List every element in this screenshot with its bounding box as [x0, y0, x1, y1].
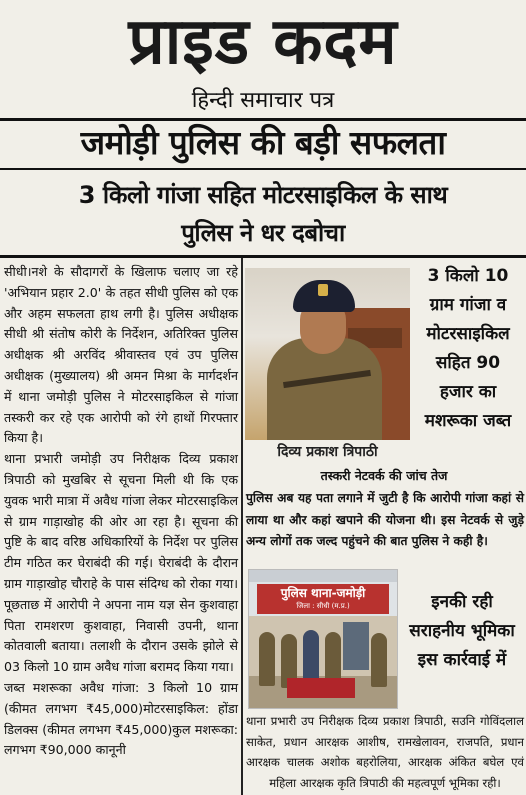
- police-station-photo: [248, 569, 398, 709]
- subhead-line-2: पुलिस ने धर दबोचा: [181, 219, 345, 247]
- masthead-subtitle: हिन्दी समाचार पत्र: [191, 88, 335, 113]
- article-paragraph: थाना प्रभारी जमोड़ी उप निरीक्षक दिव्य प्रकाश त्रिपाठी को मुखबिर से सूचना मिली थी कि एक युवक भारी मात्रा में अवैध गांजा लेकर मोटरसाइकिल से ग्राम गाड़ाखोह की ओर आ रहा है। सूचना की पुष्टि के बाद वरिष्ठ अधिकारियों के निर्देश पर पुलिस टीम गठित कर घेराबंदी की गई। घेराबंदी के दौरान ग्राम गाड़ाखोह चौराहे के पास संदिग्ध को रोका गया। पूछताछ में आरोपी ने अपना नाम यज्ञ सेन कुशवाहा पिता रामशरण कुशवाहा, निवासी उपनी, थाना कोतवाली बताया। तलाशी के दौरान उसके झोले से 03 किलो 10 ग्राम अवैध गांजा बरामद किया गया।: [4, 451, 238, 675]
- divider: [0, 168, 526, 170]
- highlight-line: 3 किलो 10: [427, 266, 509, 286]
- officer-figure: [318, 284, 328, 296]
- highlight-line: हजार का: [439, 382, 497, 402]
- article-paragraph: सीधी।नशे के सौदागरों के खिलाफ चलाए जा रहे 'अभियान प्रहार 2.0' के तहत सीधी पुलिस को एक और अहम सफलता हाथ लगी है। पुलिस अधीक्षक सीधी श्री संतोष कोरी के निर्देशन, अतिरिक्त पुलिस अधीक्षक श्री अरविंद श्रीवास्तव एवं उप पुलिस अधीक्षक (मुख्यालय) श्री अमन मिश्रा के मार्गदर्शन में थाना जमोड़ी पुलिस ने मोटरसाइकिल से गांजा तस्करी कर रहे एक आरोपी को रंगे हाथों गिरफ्तार किया है।: [4, 264, 238, 446]
- network-section-body: पुलिस अब यह पता लगाने में जुटी है कि आरोपी गांजा कहां से लाया था और कहां खपाने की योजना थी। इस नेटवर्क से जुड़े अन्य लोगों तक जल्द पहुंचने की बात पुलिस ने कही है।: [246, 491, 524, 548]
- praise-highlight: [400, 588, 524, 675]
- officer-photo: [245, 268, 410, 440]
- highlight-line: मशरूका जब्त: [424, 411, 512, 431]
- subhead-line-1: 3 किलो गांजा सहित मोटरसाइकिल के साथ: [78, 181, 448, 209]
- highlight-line: सहित 90: [435, 353, 501, 373]
- photo-background: [249, 570, 397, 582]
- highlight-line: मोटरसाइकिल: [426, 324, 510, 344]
- divider: [0, 255, 526, 258]
- officer-figure: [371, 633, 387, 687]
- masthead-title: प्राइड कदम: [128, 4, 398, 79]
- station-sign-subtitle: जिला : सीधी (म.प्र.): [296, 602, 350, 610]
- network-section-title: तस्करी नेटवर्क की जांच तेज: [320, 468, 448, 483]
- article-body: [4, 262, 238, 761]
- photo-background: [343, 622, 369, 670]
- column-divider: [241, 258, 243, 795]
- station-sign: [257, 584, 389, 614]
- photo-caption: दिव्य प्रकाश त्रिपाठी: [277, 444, 378, 460]
- praise-line: इस कार्रवाई में: [417, 650, 507, 670]
- accused-figure: [303, 630, 319, 684]
- article-paragraph: जब्त मशरूका अवैध गांजा: 3 किलो 10 ग्राम (कीमत लगभग ₹45,000)मोटरसाइकिल: होंडा डिलक्स (कीमत लगभग ₹45,000)कुल मशरूका: लगभग ₹90,000 कानूनी: [4, 679, 238, 758]
- seizure-highlight: [414, 262, 522, 436]
- headline: जमोड़ी पुलिस की बड़ी सफलता: [80, 123, 446, 162]
- team-credits: थाना प्रभारी उप निरीक्षक दिव्य प्रकाश त्रिपाठी, सउनि गोविंदलाल साकेत, प्रधान आरक्षक आशीष, रामखेलावन, राजपति, प्रधान आरक्षक चालक अशोक बहरोलिया, आरक्षक अंकित बघेल एवं महिला आरक्षक कृति त्रिपाठी की महत्वपूर्ण भूमिका रही।: [246, 714, 524, 790]
- station-sign-title: पुलिस थाना-जमोड़ी: [280, 586, 366, 600]
- praise-line: इनकी रही: [431, 592, 493, 612]
- seized-items-table: [287, 678, 355, 698]
- officer-figure: [259, 632, 275, 686]
- praise-line: सराहनीय भूमिका: [409, 621, 515, 641]
- highlight-line: ग्राम गांजा व: [429, 295, 507, 315]
